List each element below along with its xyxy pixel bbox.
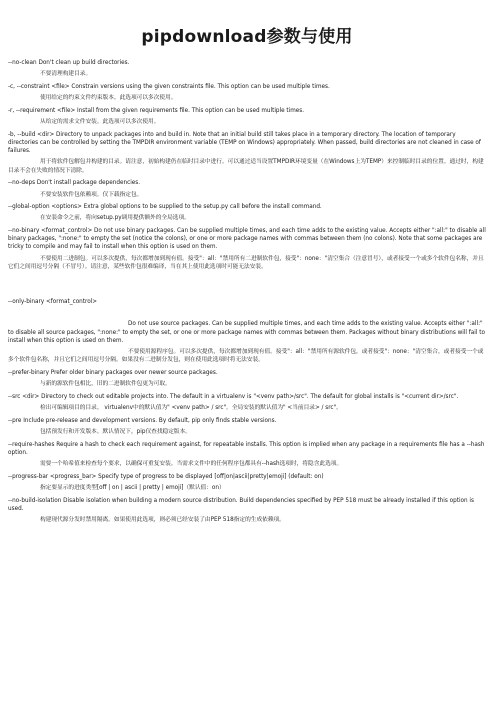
- option-src: [8, 393, 486, 413]
- option-description: -r, --requirement <file> Install from the given requirements file. This option can be used multiple times.: [8, 107, 305, 114]
- option-description: --no-clean Don't clean up build directories.: [8, 60, 130, 66]
- option-heading: --only-binary <format_control>: [8, 299, 98, 306]
- option-description: -b, --build <dir> Directory to unpack packages into and build in. Note that an initial build still takes place in a temporary directory. The location of temporary directories can be controlled by setting the TMPDIR environment variable (TEMP on Windows) appropriately. When passed, build directories are not cleaned in case of failures.: [8, 131, 481, 155]
- option-translation: 与新的源软件包相比，旧的二进制软件包更为可取。: [40, 381, 171, 388]
- option-description: --prefer-binary Prefer older binary packages over newer source packages.: [8, 369, 218, 376]
- option-description: -c, --constraint <file> Constrain versions using the given constraints file. This option can be used multiple times.: [8, 83, 330, 90]
- option-description: --no-build-isolation Disable isolation when building a modern source distribution. Build dependencies specified by PEP 518 must be already installed if this option is used.: [8, 497, 474, 512]
- option-translation: 使用给定的约束文件约束版本。此选项可以多次使用。: [40, 95, 177, 102]
- option-description: Do not use source packages. Can be supplied multiple times, and each time adds to the existing value. Accepts either ":all:" to disable all source packages, ":none:" to empty the set, or one or more package names with commas between them. Packages without binary distributions will fail to install when this option is used on them.: [8, 321, 485, 344]
- option-require-hashes: [8, 441, 486, 469]
- option-translation: 包括预发行和开发版本。默认情况下，pip仅查找稳定版本。: [40, 429, 191, 436]
- option-requirement: [8, 107, 486, 127]
- option-translation: 检出可编辑项目的目录。 virtualenv中的默认值为" <venv path> / src"。全局安装的默认值为" <当前目录> / src"。: [40, 405, 342, 412]
- option-translation: 不要安装软件包依赖项。仅下载指定包。: [40, 191, 143, 198]
- option-translation: 不要清理构建目录。: [40, 71, 92, 78]
- option-build: [8, 131, 486, 175]
- option-translation: 不要使用源程序包。可以多次提供，每次都增加到现有值。接受"：all："禁用所有源软件包，或者接受"：none："清空集合，或者接受一个或多个软件包名称，并且它们之间用逗号分隔。如果没有二进制分发包，则在使用此选项时将无法安装。: [8, 349, 484, 364]
- option-description: --global-option <options> Extra global options to be supplied to the setup.py call before the install command.: [8, 204, 322, 211]
- option-description: --progress-bar <progress_bar> Specify type of progress to be displayed [off|on|ascii|pretty|emoji] (default: on): [8, 473, 324, 480]
- option-translation: 从给定的需求文件安装。此选项可以多次使用。: [40, 119, 160, 126]
- option-translation: 需要一个哈希值来检查每个要求，以确保可重复安装。当需求文件中的任何程序包都具有--hash选项时，将隐含此选项。: [40, 461, 343, 468]
- option-global-option: [8, 203, 486, 223]
- option-translation: 不要使用二进制包。可以多次提供，每次都增加到现有值。接受"：all："禁用所有二进制软件包，接受"：none："清空集合（注意冒号），或者接受一个或多个软件包名称，并且它们之间用逗号分隔（不冒号）。请注意，某些软件包很难编译，当在其上使用此选项时可能无法安装。: [8, 255, 484, 270]
- option-description: --src <dir> Directory to check out editable projects into. The default in a virtualenv is "<venv path>/src". The default for global installs is "<current dir>/src".: [8, 393, 459, 400]
- option-description: --pre Include pre-release and development versions. By default, pip only finds stable versions.: [8, 417, 277, 424]
- option-pre: [8, 417, 486, 437]
- option-translation: 用于将软件包解包并构建的目录。请注意，初始构建仍在临时目录中进行。可以通过适当设置TMPDIR环境变量（在Windows上为TEMP）来控制临时目录的位置。通过时，构建目录不会在失败的情况下清除。: [8, 159, 484, 174]
- option-description: --no-binary <format_control> Do not use binary packages. Can be supplied multiple times, and each time adds to the existing value. Accepts either ":all:" to disable all binary packages, ":none:" to empty the set (notice the colons), or one or more package names with commas between them (no colons). Note that some packages are tricky to compile and may fail to install when this option is used on them.: [8, 227, 486, 251]
- option-description: --require-hashes Require a hash to check each requirement against, for repeatable installs. This option is implied when any package in a requirements file has a --hash option.: [8, 441, 485, 456]
- option-no-build-isolation: [8, 497, 486, 525]
- option-no-clean: [8, 59, 486, 79]
- option-constraint: [8, 83, 486, 103]
- option-translation: 指定要显示的进度类型[off | on | ascii | pretty | emoji]（默认值：on）: [40, 485, 225, 492]
- page-title: pipdownload参数与使用: [141, 27, 353, 47]
- option-description: --no-deps Don't install package dependencies.: [8, 180, 141, 187]
- option-translation: 构建现代源分发时禁用隔离。如果使用此选项，则必须已经安装了由PEP 518指定的生成依赖项。: [40, 517, 285, 524]
- option-no-deps: [8, 179, 486, 199]
- option-progress-bar: [8, 473, 486, 493]
- option-prefer-binary: [8, 369, 486, 389]
- option-no-binary: [8, 227, 486, 271]
- option-translation: 在安装命令之前，将向setup.py调用提供额外的全局选项。: [40, 215, 190, 222]
- option-only-binary: [8, 298, 486, 364]
